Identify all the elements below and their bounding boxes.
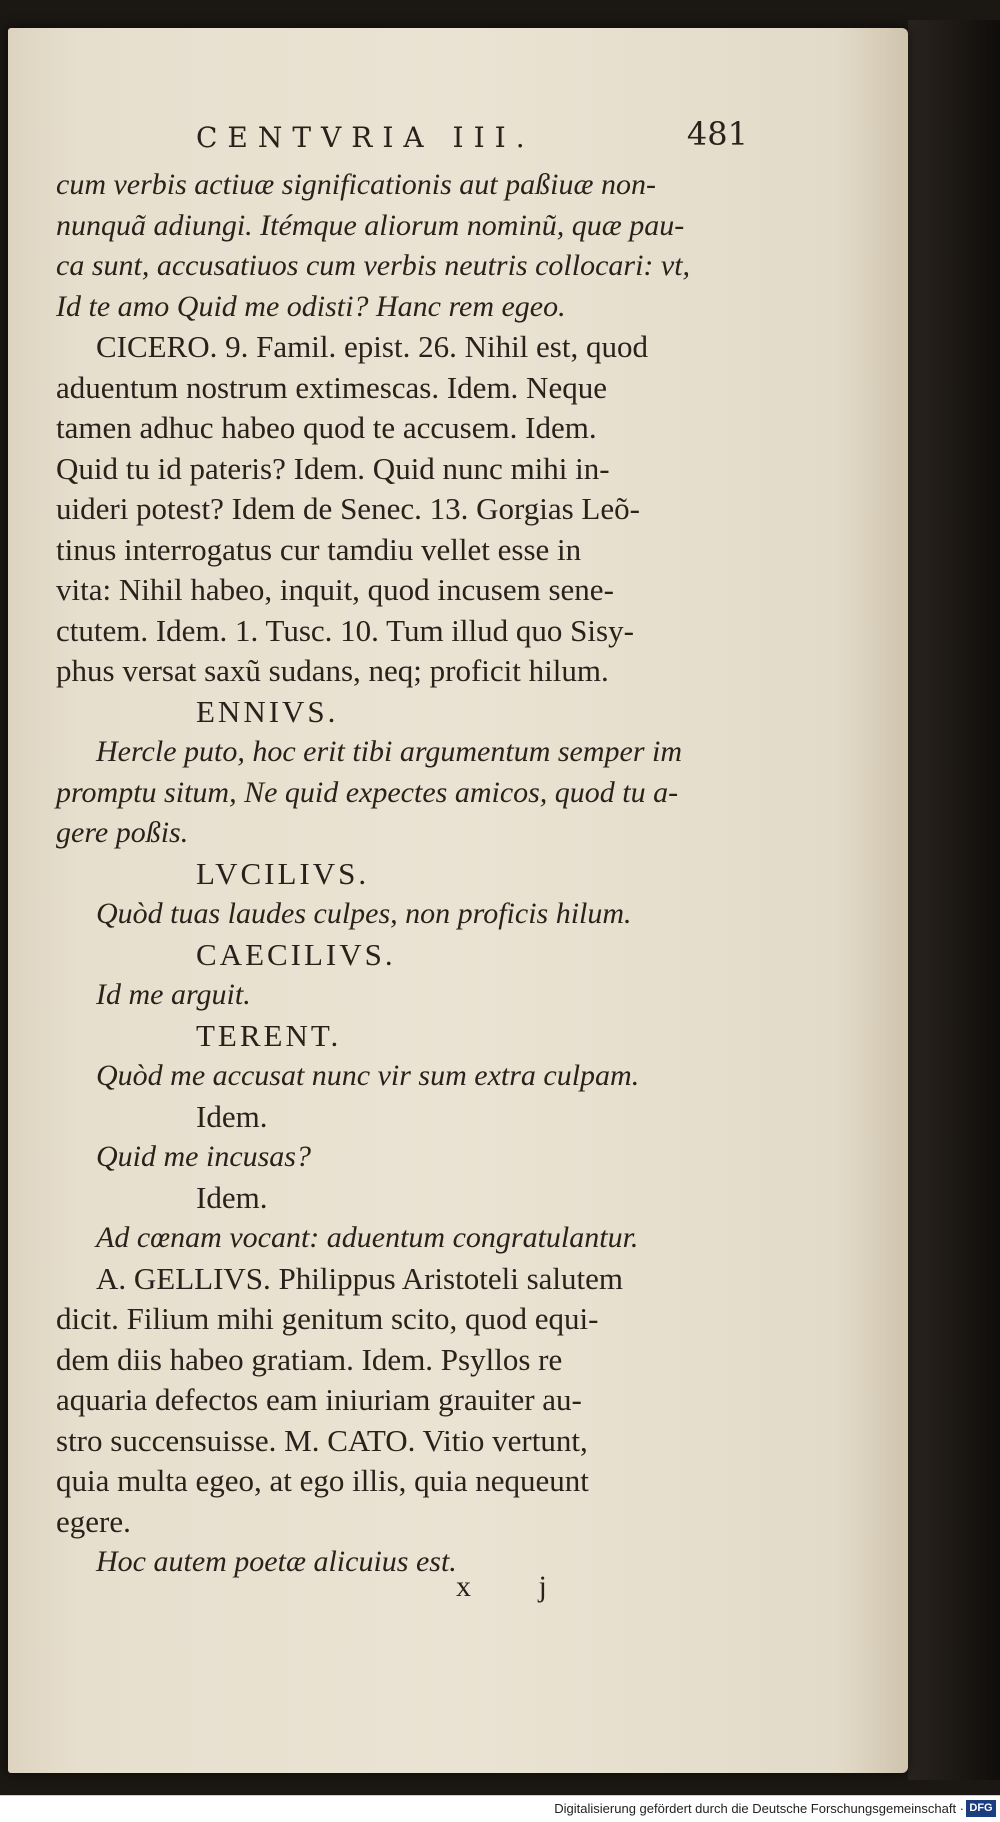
text-line: Id te amo Quid me odisti? Hanc rem egeo. xyxy=(56,289,566,323)
text-line: ctutem. Idem. 1. Tusc. 10. Tum illud quo Sisy- xyxy=(56,612,634,648)
text-line: vita: Nihil habeo, inquit, quod incusem sene- xyxy=(56,572,614,607)
text-line: Id me arguit. xyxy=(96,978,251,1011)
page-number: 481 xyxy=(686,115,748,153)
text-line: gere poßis. xyxy=(56,816,189,849)
text-line: Idem. xyxy=(196,1179,268,1215)
footer-bar xyxy=(0,1795,1000,1822)
text-line: cum verbis actiuæ significationis aut paßiuæ non- xyxy=(56,168,656,201)
text-line: aquaria defectos eam iniuriam grauiter au- xyxy=(56,1382,582,1417)
text-line: promptu situm, Ne quid expectes amicos, quod tu a- xyxy=(56,775,679,809)
author-heading: ENNIVS. xyxy=(196,693,339,729)
funding-credit: Digitalisierung gefördert durch die Deutsche Forschungsgemeinschaft · xyxy=(554,1801,964,1816)
text-line: quia multa egeo, at ego illis, quia nequeunt xyxy=(56,1463,589,1498)
text-line: stro succensuisse. M. CATO. Vitio vertunt, xyxy=(56,1422,588,1458)
text-line: dicit. Filium mihi genitum scito, quod equi- xyxy=(56,1301,599,1336)
text-line: tinus interrogatus cur tamdiu vellet esse in xyxy=(56,531,582,567)
book-page xyxy=(8,28,908,1773)
text-line: A. GELLIVS. Philippus Aristoteli salutem xyxy=(96,1260,623,1296)
text-line: Quòd me accusat nunc vir sum extra culpam. xyxy=(96,1059,640,1092)
text-line: ca sunt, accusatiuos cum verbis neutris collocari: vt, xyxy=(56,249,691,282)
text-line: egere. xyxy=(56,1503,131,1539)
text-line: phus versat saxũ sudans, neq; proficit hilum. xyxy=(56,653,609,688)
author-heading: TERENT. xyxy=(196,1017,342,1053)
author-heading: LVCILIVS. xyxy=(196,855,370,891)
text-line: aduentum nostrum extimescas. Idem. Neque xyxy=(56,369,607,405)
text-line: Quid me incusas? xyxy=(96,1140,311,1173)
dfg-logo-icon: DFG xyxy=(966,1800,996,1817)
page-header xyxy=(56,113,748,165)
text-line: Ad cœnam vocant: aduentum congratulantur. xyxy=(96,1221,639,1254)
catchword: x j xyxy=(456,1570,577,1603)
text-line: uideri potest? Idem de Senec. 13. Gorgias Leõ- xyxy=(56,491,640,526)
text-line: Hercle puto, hoc erit tibi argumentum semper im xyxy=(96,735,683,768)
text-line: Quòd tuas laudes culpes, non proficis hilum. xyxy=(96,897,632,930)
text-line: CICERO. 9. Famil. epist. 26. Nihil est, quod xyxy=(96,329,648,364)
text-line: nunquã adiungi. Itémque aliorum nominũ, quæ pau- xyxy=(56,208,685,242)
text-line: tamen adhuc habeo quod te accusem. Idem. xyxy=(56,410,597,445)
text-line: Quid tu id pateris? Idem. Quid nunc mihi in- xyxy=(56,450,610,486)
author-heading: CAECILIVS. xyxy=(196,936,396,972)
running-title: CENTVRIA III. xyxy=(196,121,535,154)
text-line: dem diis habeo gratiam. Idem. Psyllos re xyxy=(56,1341,563,1377)
text-line: Idem. xyxy=(196,1098,268,1134)
book-spine-shadow xyxy=(908,20,1000,1780)
text-line: Hoc autem poetæ alicuius est. xyxy=(96,1545,457,1578)
text-lines xyxy=(56,165,736,1583)
page-text-block xyxy=(56,113,748,1583)
